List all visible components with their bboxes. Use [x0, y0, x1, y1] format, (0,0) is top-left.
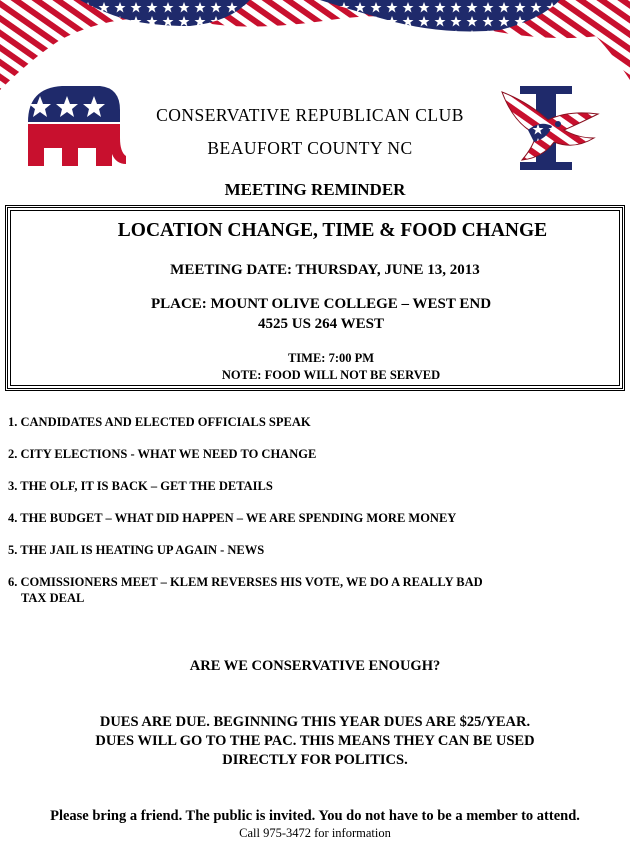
dues-line: DUES WILL GO TO THE PAC. THIS MEANS THEY CAN BE USED [95, 733, 535, 749]
agenda-item: 6. COMISSIONERS MEET – KLEM REVERSES HIS VOTE, WE DO A REALLY BAD [8, 575, 483, 589]
meeting-address: 4525 US 264 WEST [257, 316, 384, 332]
eagle-flag-icon [498, 80, 606, 176]
food-note: NOTE: FOOD WILL NOT BE SERVED [221, 368, 441, 382]
county-name: BEAUFORT COUNTY NC [207, 138, 413, 158]
notice-box [5, 205, 625, 391]
meeting-time: TIME: 7:00 PM [287, 351, 375, 365]
club-name: CONSERVATIVE REPUBLICAN CLUB [156, 105, 464, 125]
republican-elephant-icon [22, 82, 128, 168]
page-title: MEETING REMINDER [224, 180, 406, 199]
agenda-item: 5. THE JAIL IS HEATING UP AGAIN - NEWS [8, 543, 265, 557]
meeting-date: MEETING DATE: THURSDAY, JUNE 13, 2013 [170, 262, 480, 278]
flag-bunting-decoration [0, 0, 630, 92]
invitation-text: Please bring a friend. The public is invited. You do not have to be a member to attend. [50, 808, 580, 824]
agenda-item: 2. CITY ELECTIONS - WHAT WE NEED TO CHANGE [8, 447, 317, 461]
notice-headline: LOCATION CHANGE, TIME & FOOD CHANGE [117, 220, 548, 241]
dues-line: DIRECTLY FOR POLITICS. [222, 752, 408, 768]
question-heading: ARE WE CONSERVATIVE ENOUGH? [189, 658, 441, 674]
contact-info: Call 975-3472 for information [239, 826, 391, 840]
agenda-item: 1. CANDIDATES AND ELECTED OFFICIALS SPEAK [8, 415, 311, 429]
agenda-item: 4. THE BUDGET – WHAT DID HAPPEN – WE ARE SPENDING MORE MONEY [8, 511, 457, 525]
agenda-item-continuation: TAX DEAL [21, 591, 85, 605]
dues-line: DUES ARE DUE. BEGINNING THIS YEAR DUES ARE $25/YEAR. [99, 714, 531, 730]
meeting-place: PLACE: MOUNT OLIVE COLLEGE – WEST END [150, 296, 492, 312]
agenda-item: 3. THE OLF, IT IS BACK – GET THE DETAILS [8, 479, 273, 493]
